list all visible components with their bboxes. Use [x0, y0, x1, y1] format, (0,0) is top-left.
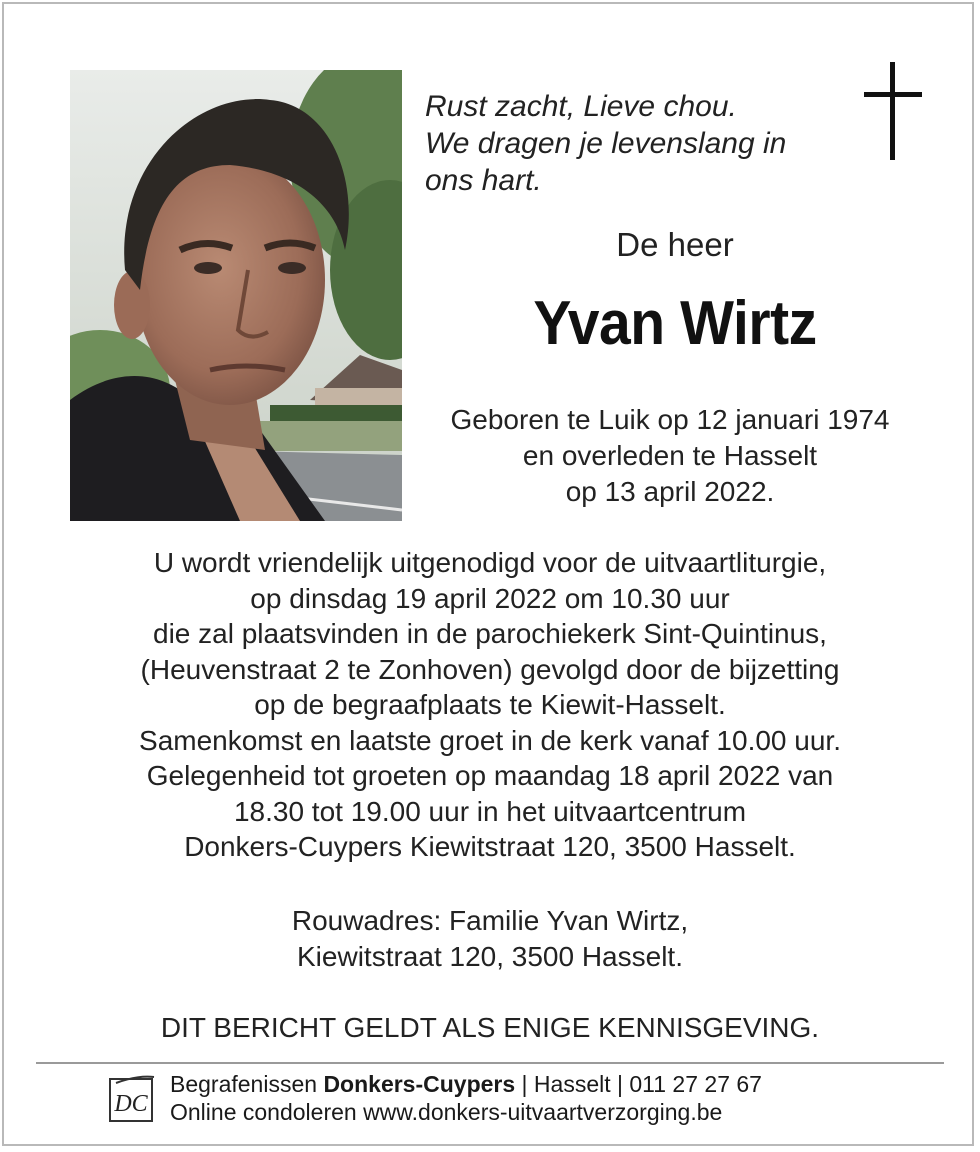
invitation-text — [40, 545, 940, 865]
portrait-photo — [70, 70, 402, 521]
birth-line: Geboren te Luik op 12 januari 1974 — [450, 404, 890, 435]
logo-letters: DC — [114, 1091, 148, 1117]
official-notice: DIT BERICHT GELDT ALS ENIGE KENNISGEVING. — [160, 1012, 820, 1043]
footer-website-line[interactable]: Online condoleren www.donkers-uitvaartverzorging.be — [170, 1099, 723, 1125]
company-name: Donkers-Cuypers — [323, 1071, 516, 1097]
honorific: De heer — [616, 226, 734, 263]
address-line: Kiewitstraat 120, 3500 Hasselt. — [297, 941, 683, 972]
footer-contact-line — [170, 1070, 930, 1098]
invitation-line: die zal plaatsvinden in de parochiekerk Sint-Quintinus, — [153, 618, 827, 649]
footer-contact: | Hasselt | 011 27 27 67 — [515, 1071, 762, 1097]
funeral-home-logo — [108, 1073, 156, 1130]
invitation-line: U wordt vriendelijk uitgenodigd voor de uitvaartliturgie, — [153, 547, 827, 578]
footer-prefix: Begrafenissen — [170, 1071, 324, 1097]
divider — [36, 1062, 944, 1064]
invitation-line: Samenkomst en laatste groet in de kerk vanaf 10.00 uur. — [139, 724, 841, 756]
memorial-quote — [425, 88, 845, 199]
quote-line: Rust zacht, Lieve chou. — [425, 90, 737, 123]
death-line: en overleden te Hasselt — [522, 440, 818, 471]
mourning-address — [40, 903, 940, 975]
invitation-line: Gelegenheid tot groeten op maandag 18 april 2022 van — [146, 760, 834, 791]
invitation-line: op dinsdag 19 april 2022 om 10.30 uur — [250, 582, 730, 614]
funeral-home-footer — [170, 1070, 930, 1126]
deceased-name: Yvan Wirtz — [533, 289, 817, 358]
invitation-line: 18.30 tot 19.00 uur in het uitvaartcentrum — [233, 795, 747, 827]
invitation-line: op de begraafplaats te Kiewit-Hasselt. — [254, 689, 726, 720]
death-date-line: op 13 april 2022. — [565, 476, 775, 507]
invitation-line: (Heuvenstraat 2 te Zonhoven) gevolgd door de bijzetting — [140, 653, 840, 685]
life-dates — [410, 402, 930, 510]
invitation-line: Donkers-Cuypers Kiewitstraat 120, 3500 Hasselt. — [184, 831, 796, 862]
cross-icon — [864, 62, 922, 165]
quote-line: We dragen je levenslang in — [425, 127, 787, 160]
address-line: Rouwadres: Familie Yvan Wirtz, — [291, 905, 689, 936]
quote-line: ons hart. — [425, 164, 542, 197]
